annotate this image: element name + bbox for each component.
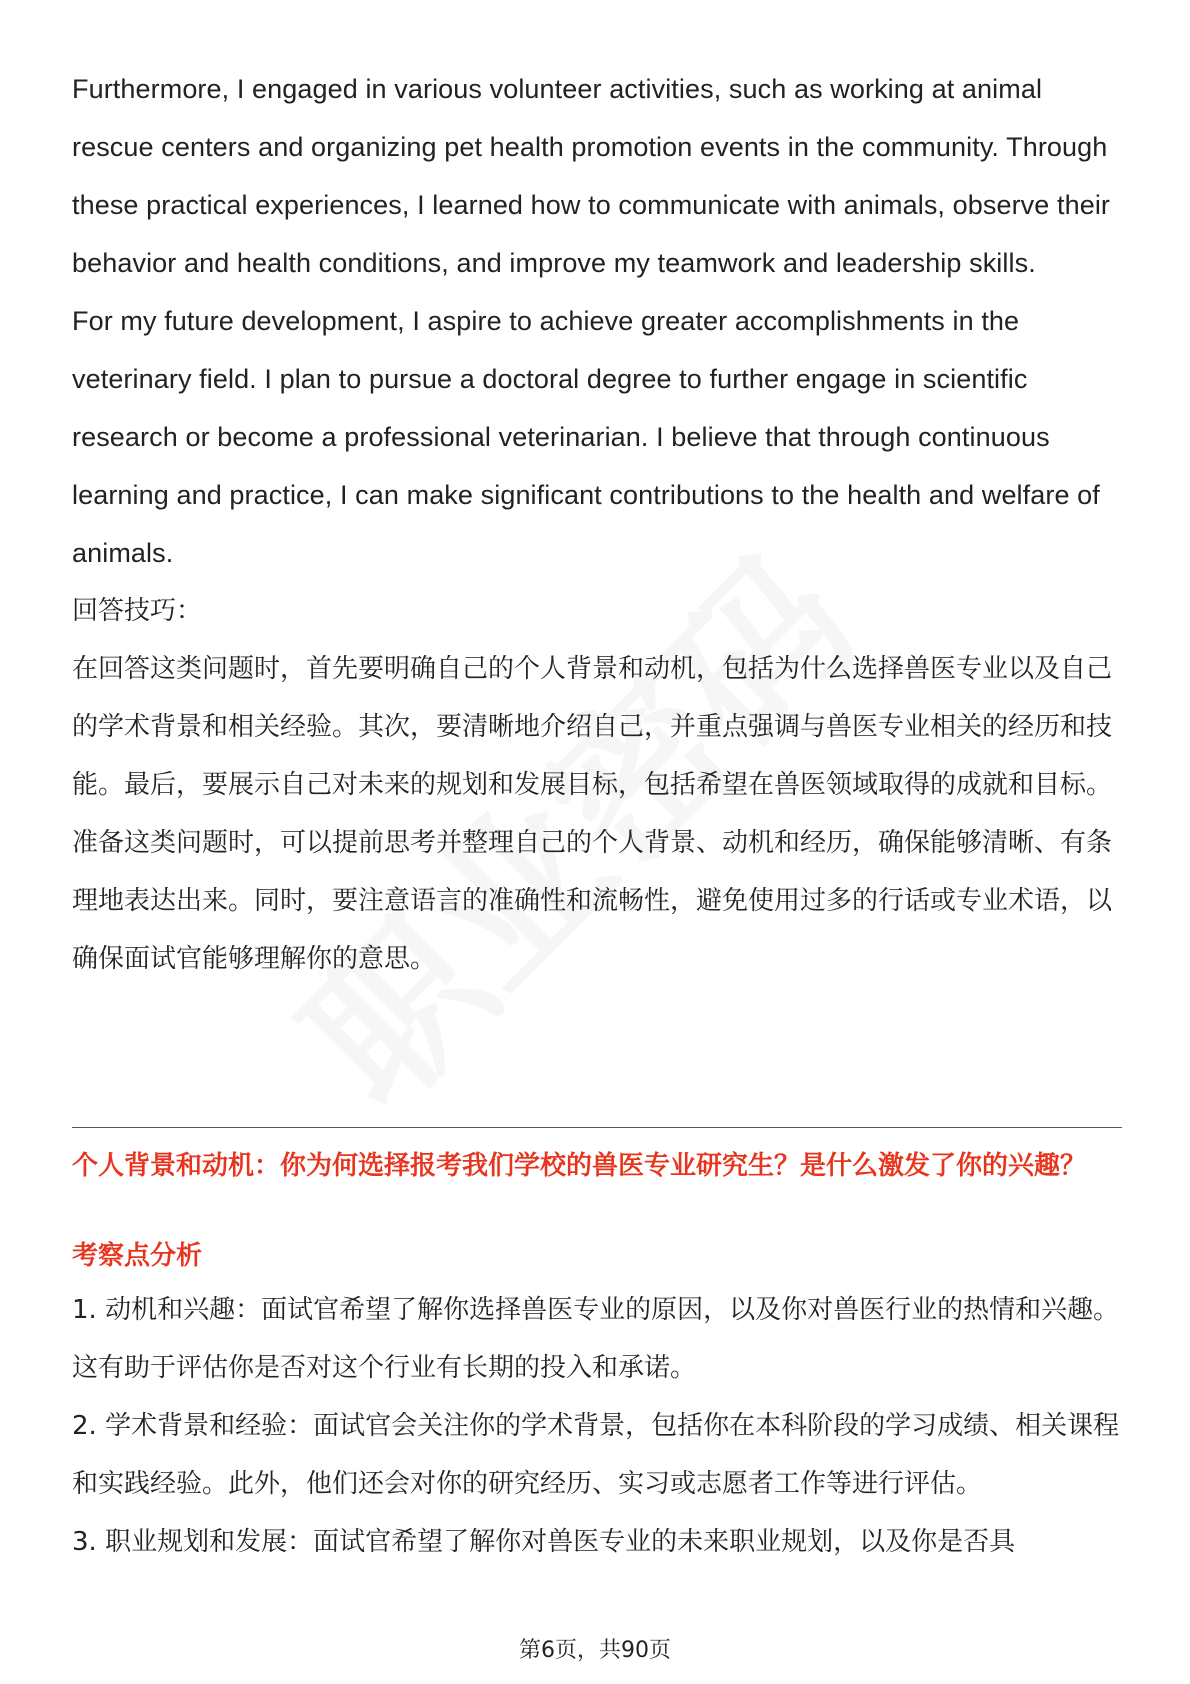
analysis-item-academic: 2. 学术背景和经验：面试官会关注你的学术背景，包括你在本科阶段的学习成绩、相关课程和实践经验。此外，他们还会对你的研究经历、实习或志愿者工作等进行评估。 bbox=[72, 1411, 1120, 1499]
body-paragraph-future: For my future development, I aspire to achieve greater accomplishments in the veterinary field. I plan to pursue a doctoral degree to further engage in scientific research or become a professional veterinarian. I believe that through continuous learning and practice, I can make significant contributions to the health and welfare of animals. bbox=[72, 306, 1100, 568]
tips-paragraph-preparing: 准备这类问题时，可以提前思考并整理自己的个人背景、动机和经历，确保能够清晰、有条理地表达出来。同时，要注意语言的准确性和流畅性，避免使用过多的行话或专业术语，以确保面试官能够理解你的意思。 bbox=[72, 828, 1113, 974]
document-body bbox=[72, 60, 1122, 988]
page-footer: 第6页，共90页 bbox=[519, 1638, 671, 1663]
section-divider bbox=[72, 1127, 1122, 1128]
analysis-heading: 考察点分析 bbox=[72, 1241, 203, 1271]
body-paragraph-volunteer: Furthermore, I engaged in various volunteer activities, such as working at animal rescue centers and organizing pet health promotion events in the community. Through these practical experiences, I learned how to communicate with animals, observe their behavior and health conditions, and improve my teamwork and leadership skills. bbox=[72, 74, 1111, 278]
tips-paragraph-answering: 在回答这类问题时，首先要明确自己的个人背景和动机，包括为什么选择兽医专业以及自己的学术背景和相关经验。其次，要清晰地介绍自己，并重点强调与兽医专业相关的经历和技能。最后，要展示自己对未来的规划和发展目标，包括希望在兽医领域取得的成就和目标。 bbox=[72, 654, 1113, 800]
analysis-item-career: 3. 职业规划和发展：面试官希望了解你对兽医专业的未来职业规划，以及你是否具 bbox=[72, 1527, 1016, 1557]
question-title: 个人背景和动机：你为何选择报考我们学校的兽医专业研究生？是什么激发了你的兴趣？ bbox=[72, 1151, 1087, 1181]
tips-heading: 回答技巧： bbox=[72, 596, 203, 626]
analysis-list bbox=[72, 1281, 1122, 1571]
analysis-item-motivation: 1. 动机和兴趣：面试官希望了解你选择兽医专业的原因，以及你对兽医行业的热情和兴趣。这有助于评估你是否对这个行业有长期的投入和承诺。 bbox=[72, 1295, 1120, 1383]
